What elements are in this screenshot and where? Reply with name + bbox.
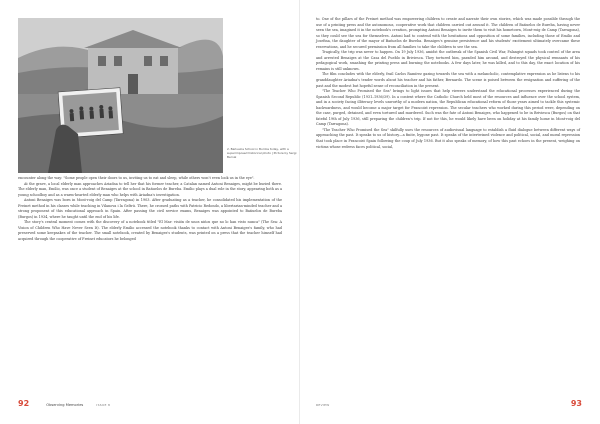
article-photo [18, 18, 223, 173]
paragraph: At the grave, a local elderly man approaches Ariadna to tell her that his former teacher, a Catalan named Antoni Benaiges, might be buried there. The elderly man, Emilio, was once a student of Benaiges at the school in Bañuelos de Bureba. Emilio plays a dual role in the story, appearing both as a young schoolboy and as a warm-hearted elderly man who helps with Ariadna's investigation. [18, 181, 282, 197]
paragraph: The film concludes with the elderly, frail Carlos Ramírez gazing towards the sea with a melancholic, contemplative expression as he listens to his granddaughter Ariadna's tender words about his teacher and his father, Bernardo. The scene is poised between the resignation and suffering of the past and the modest but hopeful sense of reconciliation in the present. [316, 72, 580, 88]
left-footer [18, 391, 110, 410]
issue-label: ISSUE 8 [96, 403, 111, 407]
right-page-number-wrap [571, 391, 582, 410]
right-footer [316, 391, 330, 410]
paragraph: to. One of the pillars of the Freinet method was empowering children to create and narrate their own stories, which was made possible through the use of a printing press and the autonomous, cooperative work that children carried out around it. The children of Bañuelos de Bureba, having never seen the sea, imagined it in the notebook's creation, prompting Antoni Benaiges to invite them to visit his hometown, Mont-roig de Camp (Tarragona), so they could see the sea for themselves. Antoni had to contend with the hesitations and opposition of some families, including those of Emilio and Josefina, the daughter of the mayor of Bañuelos de Bureba. Benaiges's genuine persistence and his students' excitement ultimately overcame these reservations, and he secured permission from all families to take the children to see the sea. [316, 17, 580, 49]
paragraph: "The Teacher Who Promised the Sea" skilfully uses the resources of audiovisual language to establish a fluid dialogue between different ways of approaching the past. It speaks to us of history—a finite, bygone past. It speaks of the intertwined violence and political, social, and moral repression that took place in Francoist Spain following the coup of July 1936. But it also speaks of memory, of how this past echoes in the present, weighing on victims whose redress faces political, social, [316, 127, 580, 149]
paragraph: "The Teacher Who Promised the Sea" brings to light issues that help viewers understand the educational processes experienced during the Spanish Second Republic (1931–1936/39). In a context where the Catholic Church held most of the resources and influence over the school system, and in a society facing illiteracy levels unworthy of a modern nation, the Republican educational reform of those years aimed to tackle this systemic backwardness, and would become a major target for Francoist repression. The secular teachers who worked during this period were, depending on the case, purged, detained, and even tortured and murdered. Such was the fate of Antoni Benaiges, who happened to be in Briviesca (Burgos) on that fateful 19th of July 1936, still preparing the children's trip. If not for this, he would likely have been on holiday at his family home in Mont-roig del Camp (Tarragona). [316, 89, 580, 127]
paragraph: The story's central moment comes with the discovery of a notebook titled "El Mar: visión de unos niños que no lo han visto nunca" (The Sea: A Vision of Children Who Have Never Seen It). The elderly Emilio accessed the notebook thanks to contact with Antoni Benaiges's family, who had preserved some keepsakes of the teacher. The small notebook, created by Benaiges's students, was printed on a press that the teacher himself had acquired through the cooperative of Freinet educators he belonged [18, 220, 282, 242]
right-page [300, 0, 600, 424]
running-title: Observing Memories [46, 403, 84, 407]
page-number: 92 [18, 399, 30, 408]
left-column [18, 176, 282, 243]
section-label: REVIEW [316, 403, 330, 407]
paragraph: Antoni Benaiges was born in Mont-roig del Camp (Tarragona) in 1903. After graduating as a teacher, he consolidated his implementation of the Freinet method in his classes while teaching in Vilanova i la Geltrú. There, he crossed paths with Patricio Redondo, a libertarian-minded teacher and a strong proponent of this educational approach in Spain. After passing the civil service exams, Benaiges was appointed to Bañuelos de Bureba (Burgos) in 1934, where he taught until the end of his life. [18, 198, 282, 219]
photo-caption: 2. Bañuelos School in Burdos today, with a superimposed historical photo | Picture by Sergi Bernal [227, 147, 297, 159]
right-column [316, 17, 580, 150]
page-number: 93 [570, 399, 582, 408]
paragraph: Tragically, the trip was never to happen. On 19 July 1936, amidst the outbreak of the Spanish Civil War, Falangist squads took control of the area and arrested Benaiges at the Casa del Pueblo in Briviesca. They tortured him, paraded him around, and destroyed the physical remnants of his pedagogical work, smashing the printing press and burning the notebooks. A few days later, he was killed, and to this day, the exact location of his remains is still unknown. [316, 50, 580, 71]
paragraph: encounter along the way: "Some people open their doors to us, inviting us to eat and sleep, while others won't even look us in the eye". [18, 176, 255, 180]
